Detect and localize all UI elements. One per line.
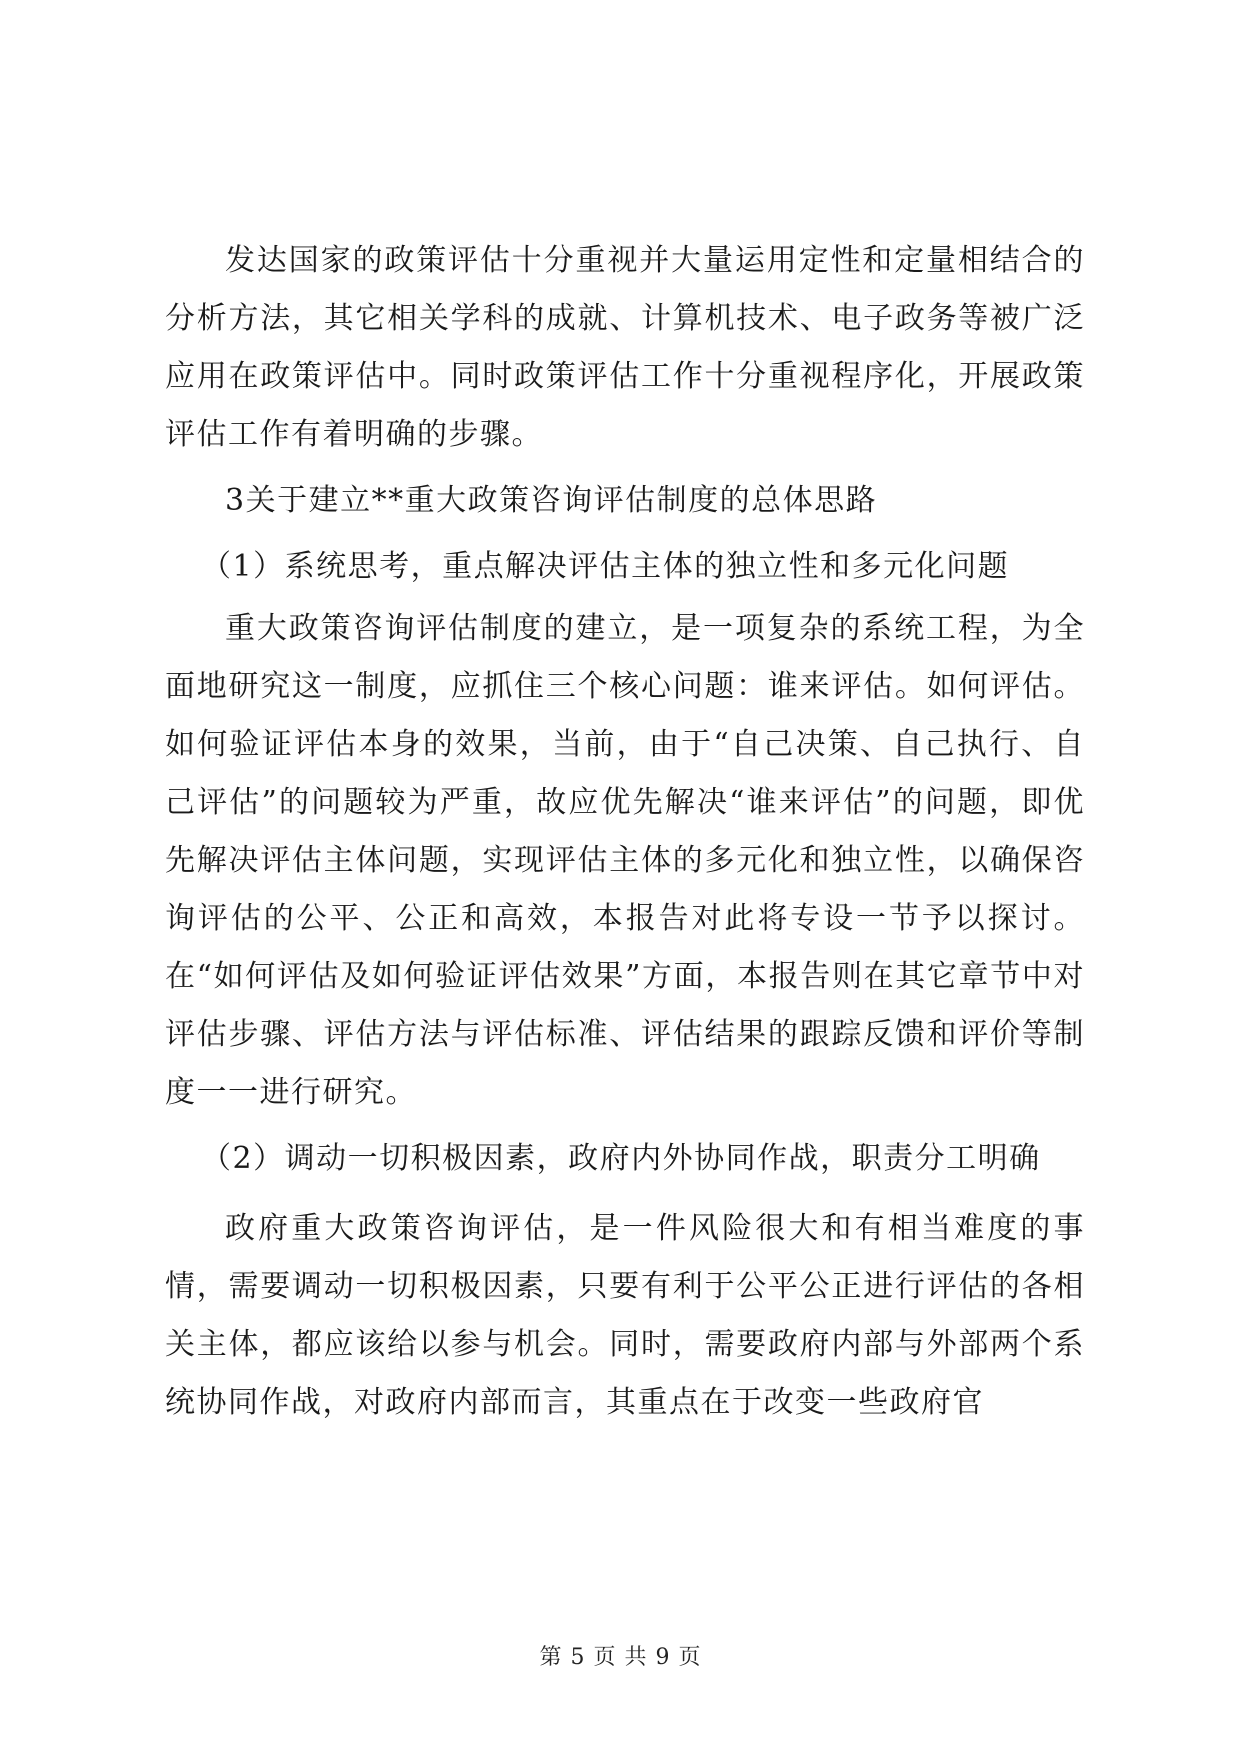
paragraph-government-evaluation: 政府重大政策咨询评估，是一件风险很大和有相当难度的事情，需要调动一切积极因素，只要有利于公平公正进行评估的各相关主体，都应该给以参与机会。同时，需要政府内部与外部两个系统协同作战，对政府内部而言，其重点在于改变一些政府官 [165,1211,1085,1420]
subsection-heading-1: （1）系统思考，重点解决评估主体的独立性和多元化问题 [201,549,1010,584]
paragraph-developed-countries: 发达国家的政策评估十分重视并大量运用定性和定量相结合的分析方法，其它相关学科的成就、计算机技术、电子政务等被广泛应用在政策评估中。同时政策评估工作十分重视程序化，开展政策评估工作有着明确的步骤。 [165,243,1085,452]
document-body [165,232,1085,1432]
page-number-footer: 第 5 页 共 9 页 [539,1645,702,1670]
subsection-heading-2: （2）调动一切积极因素，政府内外协同作战，职责分工明确 [201,1141,1041,1176]
section-heading-3: 3关于建立**重大政策咨询评估制度的总体思路 [225,483,878,518]
paragraph-system-engineering: 重大政策咨询评估制度的建立，是一项复杂的系统工程，为全面地研究这一制度，应抓住三个核心问题：谁来评估。如何评估。如何验证评估本身的效果，当前，由于“自己决策、自己执行、自己评估”的问题较为严重，故应优先解决“谁来评估”的问题，即优先解决评估主体问题，实现评估主体的多元化和独立性，以确保咨询评估的公平、公正和高效，本报告对此将专设一节予以探讨。在“如何评估及如何验证评估效果”方面，本报告则在其它章节中对评估步骤、评估方法与评估标准、评估结果的跟踪反馈和评价等制度一一进行研究。 [165,611,1085,1110]
